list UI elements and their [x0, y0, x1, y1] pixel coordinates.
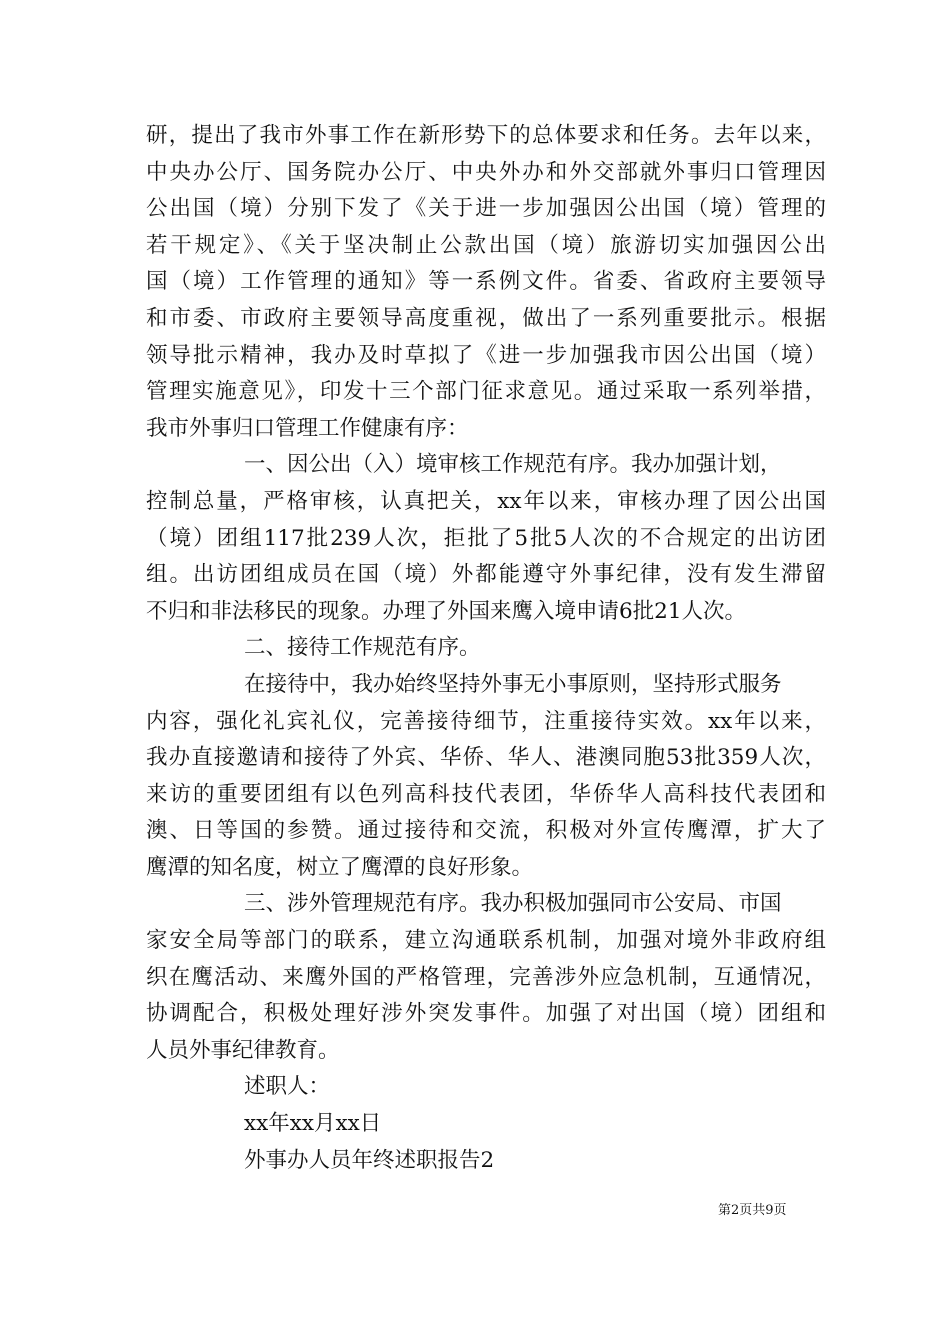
document-body — [146, 118, 826, 1179]
reporter-label: 述职人： — [244, 1074, 331, 1100]
text-line: 在接待中，我办始终坚持外事无小事原则，坚持形式服务 — [244, 671, 782, 697]
section-heading-1: 一、因公出（入）境审核工作规范有序。我办加强计划， — [244, 452, 782, 478]
text-line: 我市外事归口管理工作健康有序： — [146, 415, 469, 441]
text-line: 家安全局等部门的联系，建立沟通联系机制，加强对境外非政府组 — [146, 928, 826, 954]
text-line: 鹰潭的知名度，树立了鹰潭的良好形象。 — [146, 854, 534, 880]
text-line: 不归和非法移民的现象。办理了外国来鹰入境申请6批21人次。 — [146, 598, 747, 624]
text-line: 我办直接邀请和接待了外宾、华侨、华人、港澳同胞53批359人次， — [146, 745, 826, 771]
text-line: 组。出访团组成员在国（境）外都能遵守外事纪律，没有发生滞留 — [146, 562, 826, 588]
text-line: 澳、日等国的参赞。通过接待和交流，积极对外宣传鹰潭，扩大了 — [146, 818, 826, 844]
text-line: 和市委、市政府主要领导高度重视，做出了一系列重要批示。根据 — [146, 305, 826, 331]
text-line: 若干规定》、《关于坚决制止公款出国（境）旅游切实加强因公出 — [146, 232, 826, 258]
text-line: 研，提出了我市外事工作在新形势下的总体要求和任务。去年以来， — [146, 123, 826, 148]
section-heading-2: 二、接待工作规范有序。 — [244, 635, 481, 661]
text-line: 织在鹰活动、来鹰外国的严格管理，完善涉外应急机制，互通情况， — [146, 964, 826, 990]
report-date: xx年xx月xx日 — [244, 1111, 382, 1137]
page-number: 第2页共9页 — [718, 1203, 787, 1218]
text-line: （境）团组117批239人次，拒批了5批5人次的不合规定的出访团 — [146, 525, 826, 551]
next-report-title: 外事办人员年终述职报告2 — [244, 1147, 495, 1173]
section-heading-3: 三、涉外管理规范有序。我办积极加强同市公安局、市国 — [244, 891, 782, 917]
text-line: 中央办公厅、国务院办公厅、中央外办和外交部就外事归口管理因 — [146, 159, 826, 185]
text-line: 内容，强化礼宾礼仪，完善接待细节，注重接待实效。xx年以来， — [146, 708, 826, 734]
text-line: 控制总量，严格审核，认真把关，xx年以来，审核办理了因公出国 — [146, 488, 826, 514]
text-line: 来访的重要团组有以色列高科技代表团，华侨华人高科技代表团和 — [146, 781, 826, 807]
text-line: 国（境）工作管理的通知》等一系例文件。省委、省政府主要领导 — [146, 269, 826, 295]
text-line: 人员外事纪律教育。 — [146, 1037, 340, 1063]
text-line: 管理实施意见》，印发十三个部门征求意见。通过采取一系列举措， — [146, 379, 826, 405]
text-line: 领导批示精神，我办及时草拟了《进一步加强我市因公出国（境） — [146, 342, 826, 368]
text-line: 协调配合，积极处理好涉外突发事件。加强了对出国（境）团组和 — [146, 1001, 826, 1027]
text-line: 公出国（境）分别下发了《关于进一步加强因公出国（境）管理的 — [146, 196, 826, 222]
